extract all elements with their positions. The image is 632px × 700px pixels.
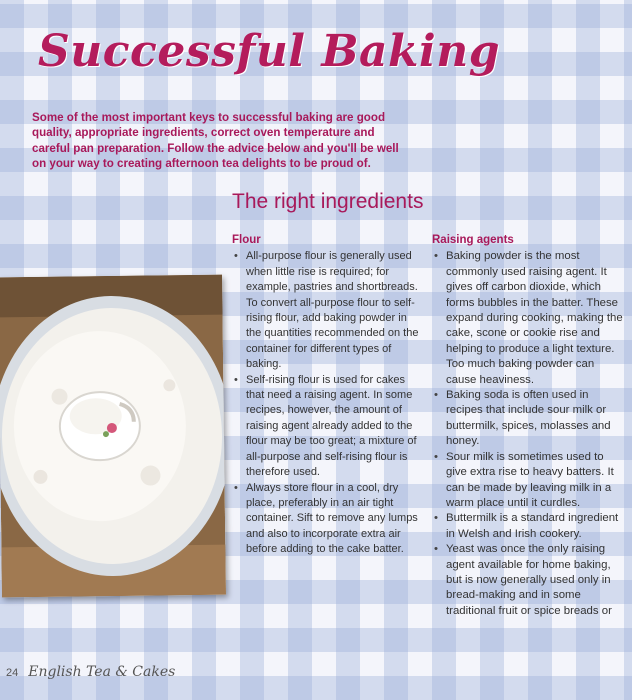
list-item: • Self-rising flour is used for cakes that need a raising agent. In some recipes, however, the amount of raising agent already added to the flour may be too great; a mixture of all-purpose and self-rising flour is therefore used. [232,373,422,481]
list-item: • Buttermilk is a standard ingredient in Welsh and Irish cookery. [432,511,624,542]
page-title: Successful Baking [38,26,500,77]
list-item: • All-purpose flour is generally used when little rise is required; for example, pastries and shortbreads. To convert all-purpose flour to self-rising flour, add baking powder in the quantities recommended on the container for different types of baking. [232,249,422,372]
book-series-title: English Tea & Cakes [28,664,176,680]
intro-paragraph: Some of the most important keys to successful baking are good quality, appropriate ingredients, correct oven temperature and careful pan preparation. Follow the advice below and you'll be well on your way to creating afternoon tea delights to be proud of. [32,111,399,171]
list-item: • Always store flour in a cool, dry place, preferably in an air tight container. Sift to remove any lumps and also to incorporate extra air before adding to the cake batter. [232,481,422,558]
list-item: • Sour milk is sometimes used to give extra rise to heavy batters. It can be made by leaving milk in a warm place until it curdles. [432,450,624,512]
flour-bowl-photo [0,275,226,598]
raising-agents-heading: Raising agents [432,234,514,246]
flour-heading: Flour [232,234,261,246]
page-number: 24 [6,667,19,679]
list-item: • Yeast was once the only raising agent available for home baking, but is now generally used only in bread-making and in some traditional fruit or spice breads or [432,542,624,619]
raising-agents-list [432,249,624,619]
flour-list [232,249,422,557]
list-item: • Baking soda is often used in recipes that include sour milk or buttermilk, spices, molasses and honey. [432,388,624,450]
flour-column [232,233,422,558]
raising-agents-column [432,233,624,619]
section-heading: The right ingredients [232,190,424,213]
page-footer [6,664,175,680]
list-item: • Baking powder is the most commonly used raising agent. It gives off carbon dioxide, which forms bubbles in the batter. These expand during cooking, making the cake, scone or cookie rise and helping to produce a light texture. Too much baking powder can cause heaviness. [432,249,624,388]
flour-bowl-illustration [0,275,226,598]
